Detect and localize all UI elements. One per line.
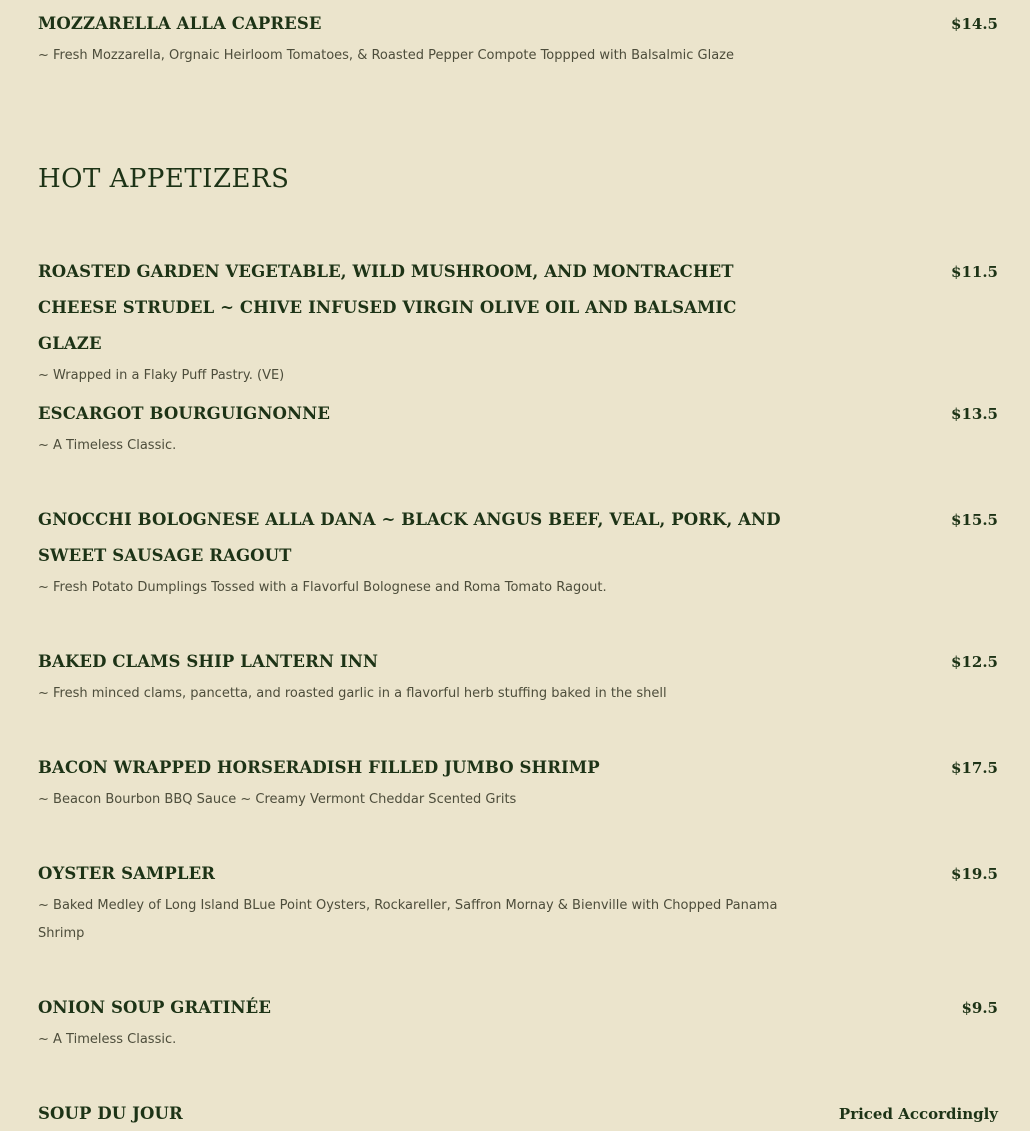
menu-item-price: $19.5 <box>951 865 998 883</box>
menu-item <box>38 396 998 460</box>
menu-item-price: $17.5 <box>951 759 998 777</box>
menu-item-name: ROASTED GARDEN VEGETABLE, WILD MUSHROOM, AND MONTRACHET CHEESE STRUDEL ~ CHIVE INFUSED VIRGIN OLIVE OIL AND BALSAMIC GLAZE <box>38 262 737 353</box>
menu-item-name: BACON WRAPPED HORSERADISH FILLED JUMBO SHRIMP <box>38 758 600 777</box>
menu-item-price: $13.5 <box>951 405 998 423</box>
menu-item-description: ~ Beacon Bourbon BBQ Sauce ~ Creamy Vermont Cheddar Scented Grits <box>38 792 517 807</box>
menu-item <box>38 750 998 814</box>
menu-item-name: ESCARGOT BOURGUIGNONNE <box>38 404 331 423</box>
menu-item-description: ~ Fresh Potato Dumplings Tossed with a Flavorful Bolognese and Roma Tomato Ragout. <box>38 580 607 595</box>
menu-item-description: ~ Wrapped in a Flaky Puff Pastry. (VE) <box>38 368 285 383</box>
menu-item-name: ONION SOUP GRATINÉE <box>38 998 272 1017</box>
menu-item-name: SOUP DU JOUR <box>38 1104 183 1123</box>
menu-item-description: ~ A Timeless Classic. <box>38 438 177 453</box>
menu-item <box>38 1096 998 1131</box>
menu-item-description: ~ Baked Medley of Long Island BLue Point Oysters, Rockareller, Saffron Mornay & Bienville with Chopped Panama Shrimp <box>38 898 778 941</box>
menu-item-price: $11.5 <box>951 263 998 281</box>
menu-item-description: ~ Fresh Mozzarella, Orgnaic Heirloom Tomatoes, & Roasted Pepper Compote Toppped with Balsalmic Glaze <box>38 48 734 63</box>
menu-item <box>38 644 998 708</box>
menu-item-name: OYSTER SAMPLER <box>38 864 216 883</box>
menu-item-description: ~ A Timeless Classic. <box>38 1032 177 1047</box>
menu-item-description: ~ Fresh minced clams, pancetta, and roasted garlic in a flavorful herb stuffing baked in the shell <box>38 686 667 701</box>
menu-item <box>38 990 998 1054</box>
menu-item-name: BAKED CLAMS SHIP LANTERN INN <box>38 652 379 671</box>
menu-item-price: $9.5 <box>961 999 998 1017</box>
menu-item-name: MOZZARELLA ALLA CAPRESE <box>38 14 322 33</box>
menu-item-price: $14.5 <box>951 15 998 33</box>
menu-item-price: $12.5 <box>951 653 998 671</box>
section-title: HOT APPETIZERS <box>38 164 290 194</box>
menu-item <box>38 6 998 70</box>
menu-item-name: GNOCCHI BOLOGNESE ALLA DANA ~ BLACK ANGUS BEEF, VEAL, PORK, AND SWEET SAUSAGE RAGOUT <box>38 510 781 565</box>
menu-item <box>38 502 998 602</box>
menu-item <box>38 254 998 390</box>
menu-item-price: Priced Accordingly <box>838 1105 998 1123</box>
menu-item <box>38 856 998 948</box>
menu-item-price: $15.5 <box>951 511 998 529</box>
